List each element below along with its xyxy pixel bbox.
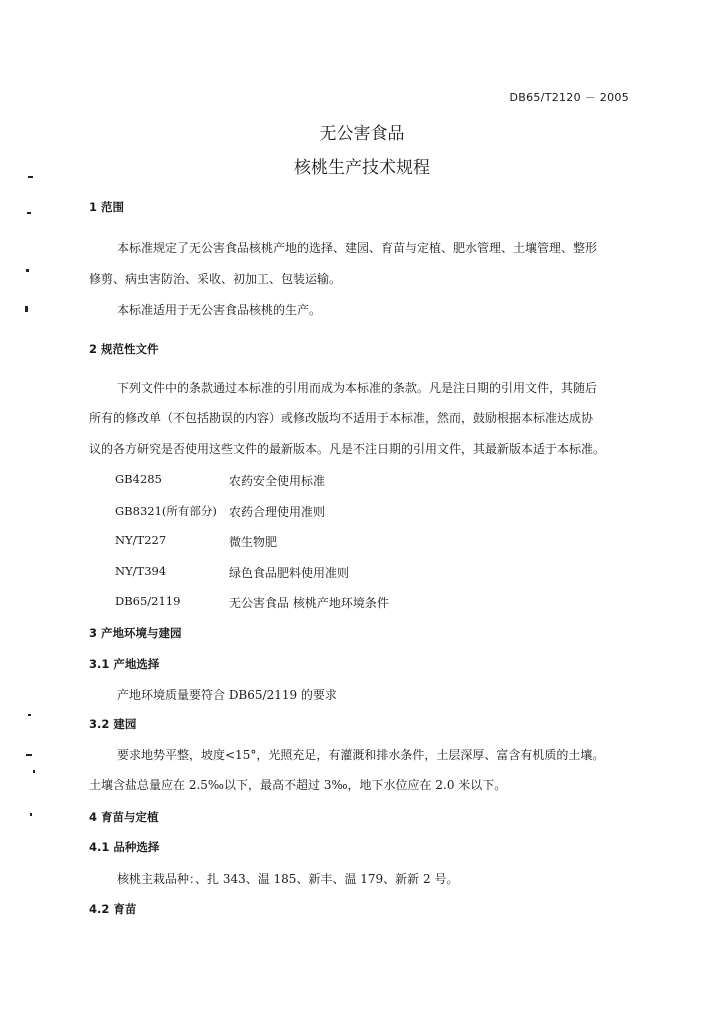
section-1-paragraph-line2: 修剪、病虫害防治、采收、初加工、包装运输。 <box>89 272 342 286</box>
section-3-1-heading: 3.1 产地选择 <box>89 657 160 671</box>
section-2-paragraph-line1: 下列文件中的条款通过本标准的引用而成为本标准的条款。凡是注日期的引用文件，其随后 <box>117 381 598 395</box>
reference-name: 农药合理使用准则 <box>229 505 326 519</box>
standard-number: DB65/T2120 － 2005 <box>509 91 629 104</box>
section-1-scope-paragraph: 本标准适用于无公害食品核桃的生产。 <box>117 303 322 317</box>
scan-speck <box>25 306 28 312</box>
reference-name: 微生物肥 <box>229 535 278 549</box>
section-1-heading: 1 范围 <box>89 200 125 214</box>
reference-name: 无公害食品 核桃产地环境条件 <box>229 596 389 610</box>
section-1-paragraph-line1: 本标准规定了无公害食品核桃产地的选择、建园、育苗与定植、肥水管理、土壤管理、整形 <box>117 241 598 255</box>
section-3-2-heading: 3.2 建园 <box>89 717 137 731</box>
section-3-heading: 3 产地环境与建园 <box>89 626 182 640</box>
section-2-paragraph-line3: 议的各方研究是否使用这些文件的最新版本。凡是不注日期的引用文件，其最新版本适于本标准。 <box>89 442 606 456</box>
scan-speck <box>33 770 35 773</box>
section-3-1-text: 产地环境质量要符合 DB65/2119 的要求 <box>117 688 337 702</box>
reference-name: 农药安全使用标准 <box>229 474 326 488</box>
reference-code: GB4285 <box>115 472 162 486</box>
section-3-2-line1: 要求地势平整，坡度<15°，光照充足，有灌溉和排水条件，土层深厚、富含有机质的土壤。 <box>117 748 605 762</box>
reference-code: GB8321(所有部分) <box>115 504 217 518</box>
document-title-line1: 无公害食品 <box>319 124 405 144</box>
scan-speck <box>26 269 29 272</box>
section-3-2-line2: 土壤含盐总量应在 2.5‰以下，最高不超过 3‰，地下水位应在 2.0 米以下。 <box>89 778 507 792</box>
section-4-1-heading: 4.1 品种选择 <box>89 840 160 854</box>
reference-code: NY/T394 <box>115 564 167 578</box>
section-2-paragraph-line2: 所有的修改单（不包括勘误的内容）或修改版均不适用于本标准，然而，鼓励根据本标准达成协 <box>89 411 594 425</box>
reference-name: 绿色食品肥料使用准则 <box>229 566 350 580</box>
scan-speck <box>30 813 32 816</box>
scan-speck <box>28 176 33 178</box>
document-title-line2: 核桃生产技术规程 <box>294 158 430 178</box>
section-4-heading: 4 育苗与定植 <box>89 810 159 824</box>
section-2-heading: 2 规范性文件 <box>89 342 159 356</box>
reference-code: NY/T227 <box>115 533 167 547</box>
scan-speck <box>28 714 31 716</box>
reference-code: DB65/2119 <box>115 594 181 608</box>
section-4-1-text: 核桃主栽品种：、扎 343、温 185、新丰、温 179、新新 2 号。 <box>117 872 459 886</box>
scan-speck <box>27 212 31 214</box>
scan-speck <box>26 754 32 756</box>
section-4-2-heading: 4.2 育苗 <box>89 902 137 916</box>
